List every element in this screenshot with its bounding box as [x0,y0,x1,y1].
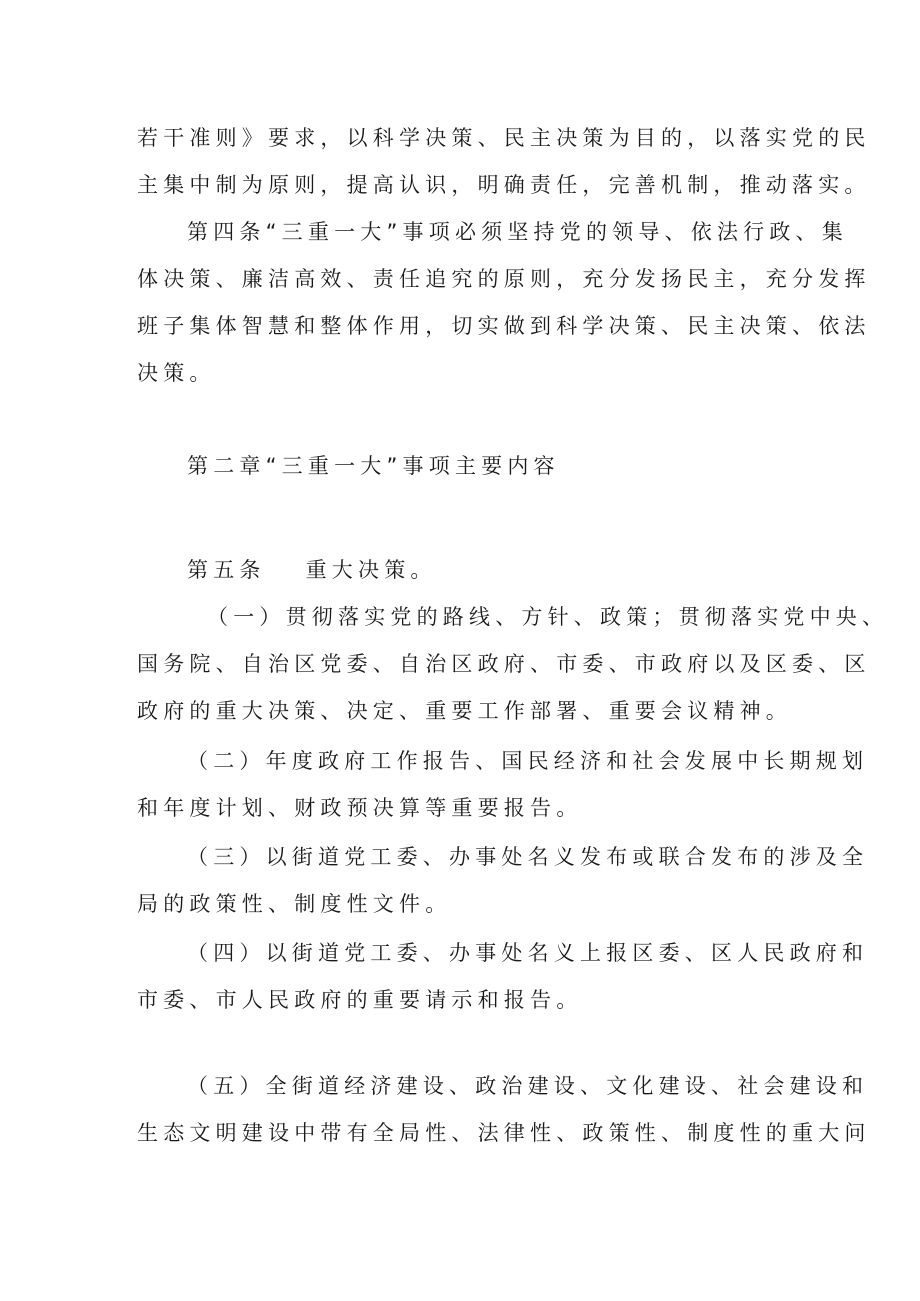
item-5-line: 生态文明建设中带有全局性、法律性、政策性、制度性的重大问 [137,1121,871,1145]
item-1-line: 政府的重大决策、决定、重要工作部署、重要会议精神。 [137,699,792,723]
item-1-line: （一）贯彻落实党的路线、方针、政策；贯彻落实党中央、 [207,605,889,629]
item-4-line: 市委、市人民政府的重要请示和报告。 [137,988,583,1012]
paragraph-line: 若干准则》要求，以科学决策、民主决策为目的，以落实党的民 [137,126,871,150]
item-5-line: （五）全街道经济建设、政治建设、文化建设、社会建设和 [187,1074,869,1098]
article4-line: 决策。 [137,361,216,385]
paragraph-line: 主集中制为原则，提高认识，明确责任，完善机制，推动落实。 [137,173,871,197]
article4-line: 班子集体智慧和整体作用，切实做到科学决策、民主决策、依法 [137,314,871,338]
article5-label: 第五条 [187,558,266,582]
article4-line: 第四条“三重一大”事项必须坚持党的领导、依法行政、集 [187,220,848,244]
article5-heading [187,556,437,584]
article4-line: 体决策、廉洁高效、责任追究的原则，充分发扬民主，充分发挥 [137,267,871,291]
item-1-line: 国务院、自治区党委、自治区政府、市委、市政府以及区委、区 [137,652,871,676]
item-4-line: （四）以街道党工委、办事处名义上报区委、区人民政府和 [187,941,869,965]
item-2-line: （二）年度政府工作报告、国民经济和社会发展中长期规划 [187,749,869,773]
chapter-heading: 第二章“三重一大”事项主要内容 [187,454,560,478]
article5-title: 重大决策。 [305,558,437,582]
item-3-line: （三）以街道党工委、办事处名义发布或联合发布的涉及全 [187,845,869,869]
item-2-line: 和年度计划、财政预决算等重要报告。 [137,796,583,820]
item-3-line: 局的政策性、制度性文件。 [137,892,452,916]
